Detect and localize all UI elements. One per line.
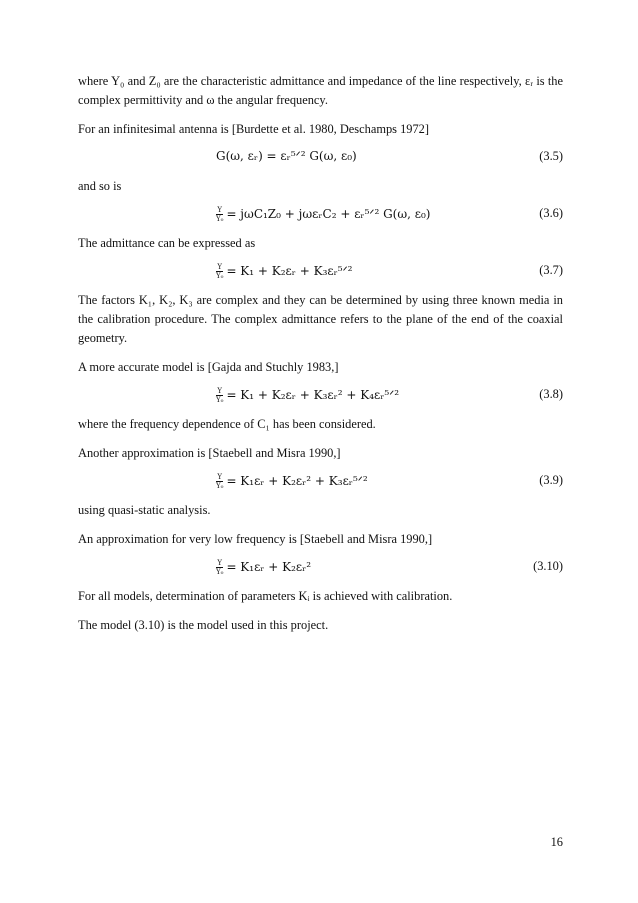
fraction-y-over-y0: $\frac{Y}{\text{Y₀}}$ <box>216 387 224 404</box>
paragraph-quasi-static: using quasi-static analysis. <box>78 503 211 517</box>
equation-expression: G(ω, εᵣ) = εᵣ⁵ᐟ² G(ω, ε₀) <box>216 149 357 163</box>
paragraph-all-models: For all models, determination of parameters Kᵢ is achieved with calibration. <box>78 589 453 603</box>
equation-expression: = K₁ + K₂εᵣ + K₃εᵣ² + K₄εᵣ⁵ᐟ² <box>226 388 400 402</box>
equation-3-8 <box>78 383 563 409</box>
paragraph-another-approximation: Another approximation is [Staebell and Misra 1990,] <box>78 446 341 460</box>
paragraph-model-used: The model (3.10) is the model used in this project. <box>78 618 329 632</box>
equation-expression: = K₁ + K₂εᵣ + K₃εᵣ⁵ᐟ² <box>226 264 353 278</box>
equation-number: (3.10) <box>533 559 563 573</box>
paragraph-admittance: The admittance can be expressed as <box>78 236 256 250</box>
fraction-y-over-y0: $\frac{Y}{\text{Y₀}}$ <box>216 206 224 223</box>
equation-3-6 <box>78 202 563 228</box>
equation-3-7 <box>78 259 563 285</box>
paragraph-frequency-dependence: where the frequency dependence of C₁ has been considered. <box>78 417 376 431</box>
equation-number: (3.5) <box>539 149 563 163</box>
equation-3-5 <box>78 145 563 171</box>
paragraph-variables: where Y₀ and Z₀ are the characteristic admittance and impedance of the line respectively, εᵣ is the complex permittivity and ω the angular frequency. <box>78 74 563 107</box>
fraction-y-over-y0: $\frac{Y}{\text{Y₀}}$ <box>216 473 224 490</box>
page-number: 16 <box>550 835 563 849</box>
paragraph-infinitesimal-antenna: For an infinitesimal antenna is [Burdette et al. 1980, Deschamps 1972] <box>78 122 429 136</box>
equation-number: (3.7) <box>539 263 563 277</box>
fraction-y-over-y0: $\frac{Y}{\text{Y₀}}$ <box>216 263 224 280</box>
equation-number: (3.9) <box>539 473 563 487</box>
equation-number: (3.8) <box>539 387 563 401</box>
paragraph-more-accurate-model: A more accurate model is [Gajda and Stuchly 1983,] <box>78 360 339 374</box>
equation-expression: = K₁εᵣ + K₂εᵣ² <box>226 560 312 574</box>
fraction-y-over-y0: $\frac{Y}{\text{Y₀}}$ <box>216 559 224 576</box>
equation-number: (3.6) <box>539 206 563 220</box>
paragraph-factors: The factors K₁, K₂, K₃ are complex and they can be determined by using three known media in the calibration procedure. The complex admittance refers to the plane of the end of the coaxial geometry. <box>78 293 563 345</box>
equation-3-10 <box>78 555 563 581</box>
equation-3-9 <box>78 469 563 495</box>
equation-expression: = K₁εᵣ + K₂εᵣ² + K₃εᵣ⁵ᐟ² <box>226 474 368 488</box>
paragraph-and-so-is: and so is <box>78 179 122 193</box>
paragraph-low-frequency: An approximation for very low frequency is [Staebell and Misra 1990,] <box>78 532 433 546</box>
equation-expression: = jωC₁Z₀ + jωεᵣC₂ + εᵣ⁵ᐟ² G(ω, ε₀) <box>226 207 431 221</box>
page-body <box>78 72 563 635</box>
